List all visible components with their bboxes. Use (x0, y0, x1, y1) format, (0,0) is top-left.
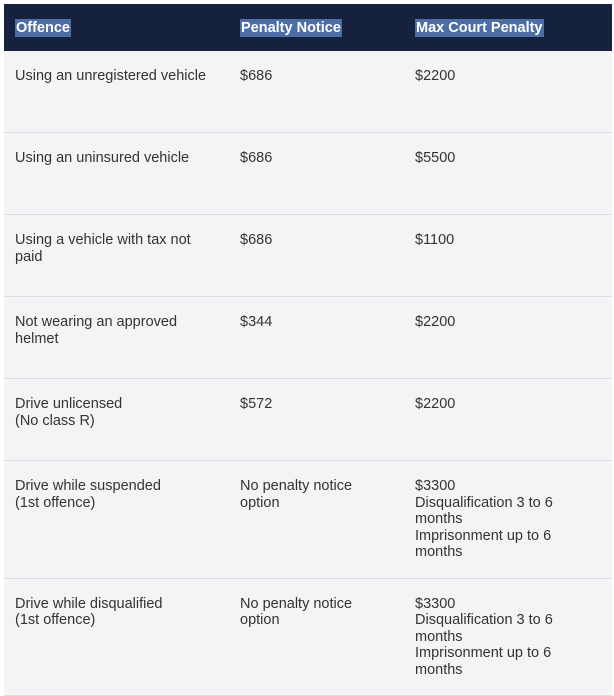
cell-text: Drive while disqualified (15, 595, 163, 612)
cell-text: Using an unregistered vehicle (15, 68, 207, 84)
table-row (4, 215, 612, 297)
table-row (4, 297, 612, 379)
table-body (4, 51, 612, 696)
cell-text: $5500 (415, 150, 456, 166)
cell-max-court-penalty (404, 51, 612, 133)
cell-offence (4, 133, 229, 215)
cell-max-court-penalty (404, 297, 612, 379)
cell-penalty-notice (229, 578, 404, 696)
penalty-table-container (4, 4, 612, 696)
cell-text: No penalty notice option (240, 595, 353, 628)
table-row (4, 461, 612, 579)
cell-text: Using an uninsured vehicle (15, 150, 190, 166)
header-penalty-notice-label: Penalty Notice (241, 19, 341, 36)
cell-penalty-notice (229, 297, 404, 379)
cell-text: $686 (240, 232, 273, 248)
cell-text: $686 (240, 68, 273, 84)
cell-text: $2200 (415, 68, 456, 84)
cell-text: Drive while suspended (15, 478, 161, 494)
cell-max-court-penalty (404, 578, 612, 696)
cell-text: No penalty notice option (240, 478, 353, 511)
cell-text: $3300 (415, 478, 456, 494)
cell-text: Disqualification 3 to 6 months (415, 612, 553, 645)
cell-penalty-notice (229, 461, 404, 579)
cell-text: $1100 (415, 232, 455, 248)
cell-penalty-notice (229, 215, 404, 297)
cell-text: Disqualification 3 to 6 months (415, 494, 553, 527)
cell-text: $2200 (415, 314, 456, 330)
cell-text: Imprisonment up to 6 months (415, 527, 552, 560)
header-max-court-penalty-label: Max Court Penalty (416, 19, 543, 36)
cell-offence (4, 215, 229, 297)
cell-max-court-penalty (404, 379, 612, 461)
cell-text: $2200 (415, 396, 456, 412)
cell-text: Drive unlicensed (15, 396, 123, 412)
cell-text: Using a vehicle with tax not paid (15, 232, 191, 265)
table-row (4, 379, 612, 461)
cell-max-court-penalty (404, 133, 612, 215)
header-max-court-penalty (404, 4, 612, 51)
cell-text: $686 (240, 150, 273, 166)
cell-text: Not wearing an approved helmet (15, 314, 178, 347)
cell-text: $572 (240, 396, 273, 412)
table-header (4, 4, 612, 51)
penalty-table (4, 4, 612, 696)
header-offence (4, 4, 229, 51)
cell-offence (4, 297, 229, 379)
header-offence-label: Offence (16, 19, 70, 36)
cell-penalty-notice (229, 133, 404, 215)
cell-text: $3300 (415, 595, 456, 612)
cell-text: $344 (240, 314, 273, 330)
cell-penalty-notice (229, 379, 404, 461)
cell-text: Imprisonment up to 6 months (415, 645, 552, 678)
cell-penalty-notice (229, 51, 404, 133)
header-row (4, 4, 612, 51)
cell-max-court-penalty (404, 461, 612, 579)
cell-text: (1st offence) (15, 612, 96, 628)
cell-offence (4, 578, 229, 696)
cell-text: (1st offence) (15, 494, 96, 511)
header-penalty-notice (229, 4, 404, 51)
table-row (4, 133, 612, 215)
cell-max-court-penalty (404, 215, 612, 297)
cell-offence (4, 461, 229, 579)
cell-text: (No class R) (15, 412, 95, 429)
table-row (4, 51, 612, 133)
cell-offence (4, 51, 229, 133)
cell-offence (4, 379, 229, 461)
table-row (4, 578, 612, 696)
